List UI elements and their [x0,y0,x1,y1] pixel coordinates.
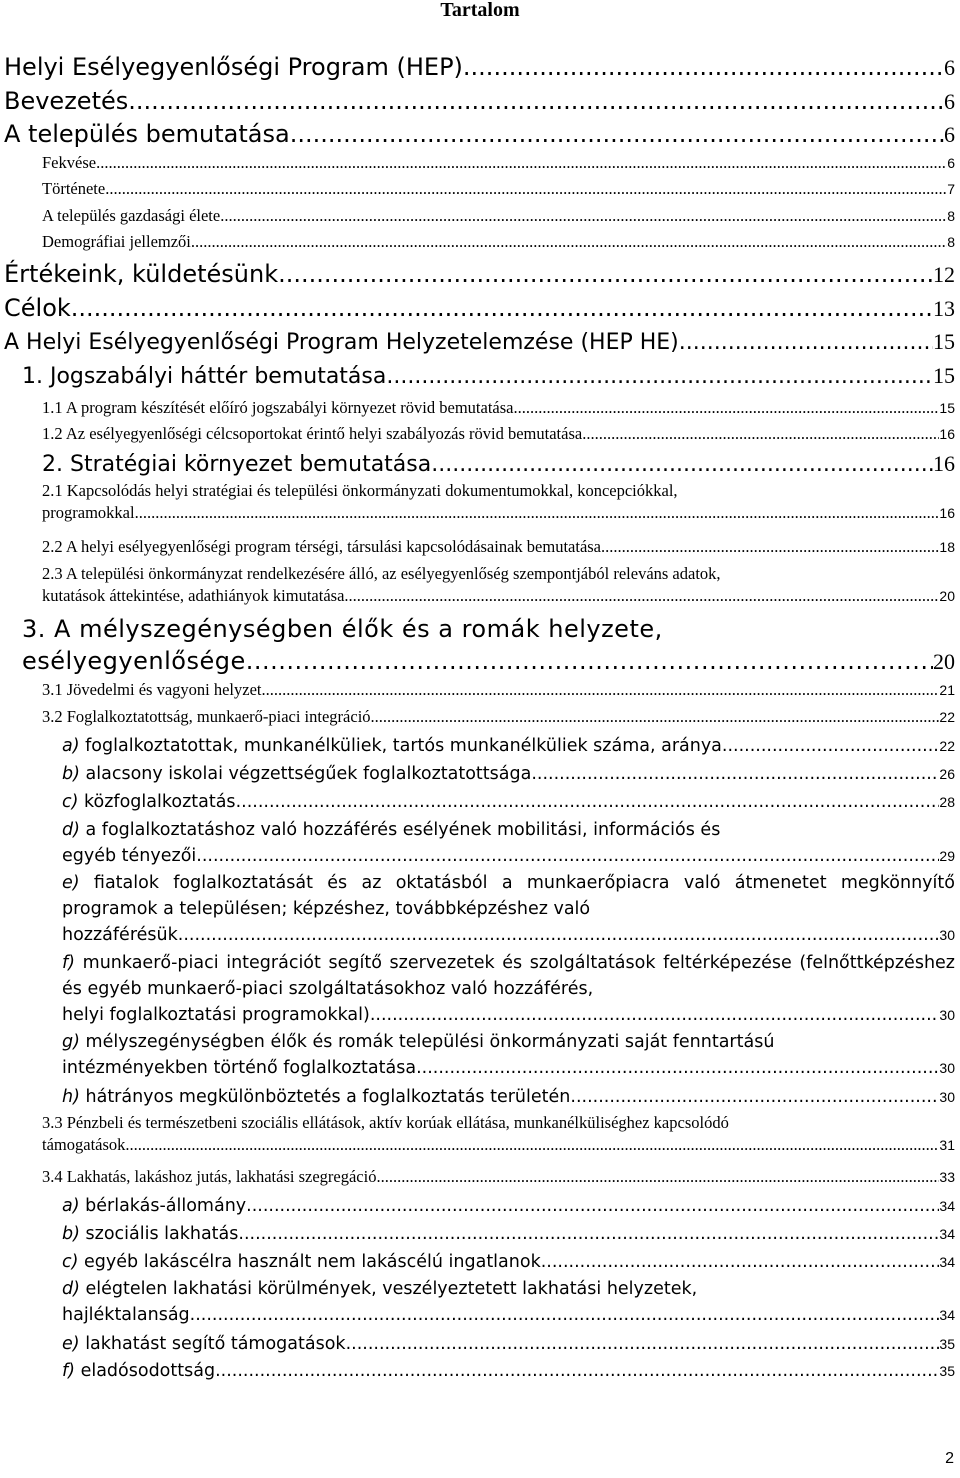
toc-entry-text: 1.1 A program készítését előíró jogszabályi környezet rövid bemutatása [42,398,514,417]
toc-entry-text: A település bemutatása [4,120,290,148]
toc-leader [531,761,939,787]
toc-entry-text-tail: támogatások [42,1135,126,1154]
toc-entry[interactable] [42,205,955,227]
toc-entry-letter: g) [62,1032,80,1052]
toc-leader [191,231,947,253]
toc-entry-letter: f) [62,953,75,973]
toc-leader [376,1166,939,1188]
page-title: Tartalom [440,0,520,21]
toc-entry[interactable] [42,480,955,524]
toc-entry-letter: c) [62,1252,79,1272]
toc-entry-text-tail: egyéb tényezői [62,846,197,866]
toc-page-number: 30 [939,1007,955,1023]
toc-leader [246,1193,939,1219]
toc-entry[interactable] [62,1331,955,1357]
toc-entry-text: lakhatást segítő támogatások [85,1334,346,1354]
toc-entry[interactable] [62,817,955,869]
toc-entry-tail [22,645,955,678]
toc-page-number: 18 [939,539,955,555]
toc-entry-tail [42,502,955,524]
toc-page-number: 6 [944,89,955,114]
toc-page-number: 31 [939,1137,955,1153]
toc-leader [431,451,933,479]
toc-page-number: 8 [947,208,955,224]
toc-entry[interactable] [62,789,955,815]
toc-page-number: 21 [939,682,955,698]
toc-entry-tail [62,843,955,869]
toc-leader [246,645,933,677]
toc-page-number: 35 [939,1363,955,1379]
toc-entry-text: 2.2 A helyi esélyegyenlőségi program térségi, társulási kapcsolódásainak bemutatása [42,537,602,556]
toc-entry-letter: b) [62,1224,80,1244]
toc-leader [71,294,933,322]
toc-entry-letter: f) [62,1361,75,1381]
toc-leader [105,178,947,200]
toc-entry-text: A település gazdasági élete [42,206,221,225]
toc-entry-text: 2. Stratégiai környezet bemutatása [42,452,432,477]
toc-entry-text: Demográfiai jellemzői [42,232,191,251]
toc-entry-text: mélyszegénységben élők és romák települési önkormányzati saját fenntartású [85,1032,775,1052]
toc-leader [236,789,940,815]
toc-entry[interactable] [62,1358,955,1384]
toc-entry-text: bérlakás-állomány [85,1196,247,1216]
toc-entry[interactable] [42,536,955,558]
toc-entry[interactable] [4,120,955,149]
toc-page-number: 34 [939,1254,955,1270]
toc-entry-letter: d) [62,820,80,840]
toc-entry[interactable] [62,950,955,1028]
toc-entry-tail [62,1055,955,1081]
toc-entry-text: Helyi Esélyegyenlőségi Program (HEP) [4,53,463,81]
toc-leader [344,585,939,607]
toc-entry-text: szociális lakhatás [85,1224,239,1244]
toc-leader [371,706,940,728]
toc-entry-text-tail: hozzáférésük [62,925,178,945]
toc-entry-letter: d) [62,1279,80,1299]
toc-leader [262,679,940,701]
toc-entry[interactable] [62,1029,955,1081]
toc-entry[interactable] [62,1193,955,1219]
toc-page-number: 22 [939,738,955,754]
toc-leader [290,120,944,148]
toc-entry-tail [62,922,955,948]
toc-entry-text: 1.2 Az esélyegyenlőségi célcsoportokat érintő helyi szabályozás rövid bemutatása. [42,424,587,443]
toc-leader [128,87,944,115]
toc-entry-letter: h) [62,1087,80,1107]
toc-entry[interactable] [4,328,955,357]
toc-entry-text: Értékeink, küldetésünk [4,260,279,288]
toc-entry-text: Célok [4,294,71,322]
toc-entry-text: 2.3 A települési önkormányzat rendelkezésére álló, az esélyegyenlőség szempontjából releváns adatok, [42,564,721,583]
toc-entry-letter: e) [62,1334,80,1354]
toc-page-number: 20 [933,649,955,674]
toc-leader [238,1221,939,1247]
toc-page-number: 30 [939,1089,955,1105]
toc-entry[interactable] [42,152,955,174]
toc-entry[interactable] [4,260,955,289]
toc-leader [541,1249,940,1275]
toc-entry-text: A Helyi Esélyegyenlőségi Program Helyzetelemzése (HEP HE) [4,330,679,355]
toc-leader [722,733,940,759]
toc-entry-letter: a) [62,1196,80,1216]
toc-entry-text: elégtelen lakhatási körülmények, veszélyeztetett lakhatási helyzetek, [85,1279,698,1299]
toc-entry-tail [42,1134,955,1156]
toc-entry-text: hátrányos megkülönböztetés a foglalkoztatás területén [85,1087,571,1107]
toc-leader [220,205,947,227]
page-number: 2 [945,1450,954,1467]
toc-entry-text: 1. Jogszabályi háttér bemutatása [22,364,387,389]
toc-entry[interactable] [42,1166,955,1188]
toc-page-number: 7 [947,181,955,197]
toc-entry-text: 3.1 Jövedelmi és vagyoni helyzet [42,680,262,699]
toc-leader [513,397,939,419]
toc-page-number: 20 [939,588,955,604]
toc-leader [386,363,933,391]
toc-entry[interactable] [62,870,955,948]
toc-entry[interactable] [42,178,955,200]
toc-entry[interactable] [42,706,955,728]
toc-page-number: 13 [933,296,955,321]
toc-entry-text: Bevezetés [4,87,129,115]
toc-entry-text: 3.2 Foglalkoztatottság, munkaerő-piaci integráció [42,707,371,726]
toc-entry-tail [62,1002,955,1028]
toc-page-number: 22 [939,709,955,725]
toc-page-number: 12 [933,262,955,287]
toc-entry[interactable] [42,1112,955,1156]
toc-leader [190,1302,940,1328]
toc-leader [135,502,940,524]
toc-entry[interactable] [62,733,955,759]
toc-leader [601,536,939,558]
toc-leader [463,53,944,81]
toc-page-number: 29 [939,848,955,864]
toc-leader [346,1331,940,1357]
toc-entry[interactable] [4,53,955,82]
toc-entry-text: 3. A mélyszegénységben élők és a romák helyzete, [22,615,663,643]
toc-entry[interactable] [42,450,955,479]
toc-entry[interactable] [42,423,955,445]
toc-entry-tail [42,585,955,607]
toc-leader [586,423,939,445]
toc-page-number: 6 [944,122,955,147]
toc-page-number: 16 [933,451,955,476]
toc-entry-text-tail: esélyegyenlősége [22,647,246,675]
toc-entry-text: Története [42,179,106,198]
toc-entry-text: a foglalkoztatáshoz való hozzáférés esélyének mobilitási, információs és [85,820,721,840]
toc-page-number: 16 [939,426,955,442]
toc-entry-letter: c) [62,792,79,812]
toc-entry-letter: e) [62,873,80,893]
toc-entry-text: 3.3 Pénzbeli és természetbeni szociális ellátások, aktív korúak ellátása, munkanélküliséghez kapcsolódó [42,1113,729,1132]
toc-entry[interactable] [22,613,955,678]
toc-page-number: 6 [947,155,955,171]
toc-entry[interactable] [62,1276,955,1328]
toc-page-number: 28 [939,794,955,810]
toc-entry-text: alacsony iskolai végzettségűek foglalkoztatottsága [85,764,532,784]
toc-page-number: 35 [939,1336,955,1352]
toc-page-number: 34 [939,1198,955,1214]
toc-entry[interactable] [62,761,955,787]
toc-entry[interactable] [4,294,955,323]
toc-leader [679,329,933,357]
toc-page-number: 15 [933,329,955,354]
toc-entry-text-tail: helyi foglalkoztatási programokkal) [62,1005,370,1025]
toc-leader [570,1084,939,1110]
toc-page-number: 6 [944,55,955,80]
toc-leader [278,260,933,288]
toc-leader [178,922,940,948]
toc-leader [416,1055,939,1081]
toc-entry-text-tail: programokkal [42,503,135,522]
toc-entry[interactable] [22,362,955,391]
toc-page-number: 26 [939,766,955,782]
toc-entry[interactable] [42,563,955,607]
toc-entry-text-tail: kutatások áttekintése, adathiányok kimutatása [42,586,345,605]
toc-page-number: 30 [939,927,955,943]
toc-leader [125,1134,939,1156]
toc-page-number: 34 [939,1307,955,1323]
toc-entry[interactable] [62,1084,955,1110]
toc-entry[interactable] [42,231,955,253]
toc-leader [196,843,939,869]
toc-entry-text: munkaerő-piaci integrációt segítő szervezetek és szolgáltatások feltérképezése (felnőttképzéshez és egyéb munkaerő-piaci szolgáltatásokhoz való hozzáférés, [62,953,955,999]
toc-leader [96,152,947,174]
toc-page-number: 8 [947,234,955,250]
toc-entry-text: foglalkoztatottak, munkanélküliek, tartós munkanélküliek száma, aránya [85,736,722,756]
toc-entry-text: 2.1 Kapcsolódás helyi stratégiai és települési önkormányzati dokumentumokkal, koncepciókkal, [42,481,678,500]
toc-page-number: 34 [939,1226,955,1242]
toc-entry-text: 3.4 Lakhatás, lakáshoz jutás, lakhatási szegregáció [42,1167,377,1186]
toc-leader [215,1358,939,1384]
toc-entry[interactable] [4,87,955,116]
toc-entry[interactable] [62,1221,955,1247]
toc-page-number: 33 [939,1169,955,1185]
toc-entry[interactable] [42,397,955,419]
toc-entry-text: eladósodottság [80,1361,216,1381]
toc-entry[interactable] [62,1249,955,1275]
toc-entry-letter: b) [62,764,80,784]
toc-entry-tail [62,1302,955,1328]
toc-entry-text: Fekvése [42,153,97,172]
toc-page-number: 15 [939,400,955,416]
toc-entry[interactable] [42,679,955,701]
toc-entry-text: fiatalok foglalkoztatását és az oktatásból a munkaerőpiacra való átmenetet megkönnyítő programok a településen; képzéshez, továbbképzéshez való [62,873,955,919]
toc-leader [370,1002,940,1028]
toc-entry-text: egyéb lakáscélra használt nem lakáscélú ingatlanok [84,1252,541,1272]
toc-entry-text-tail: intézményekben történő foglalkoztatása [62,1058,417,1078]
toc-entry-text: közfoglalkoztatás [84,792,236,812]
toc-page-number: 30 [939,1060,955,1076]
toc-page-number: 15 [933,363,955,388]
toc-page-number: 16 [939,505,955,521]
toc-entry-text-tail: hajléktalanság [62,1305,190,1325]
toc-entry-letter: a) [62,736,80,756]
